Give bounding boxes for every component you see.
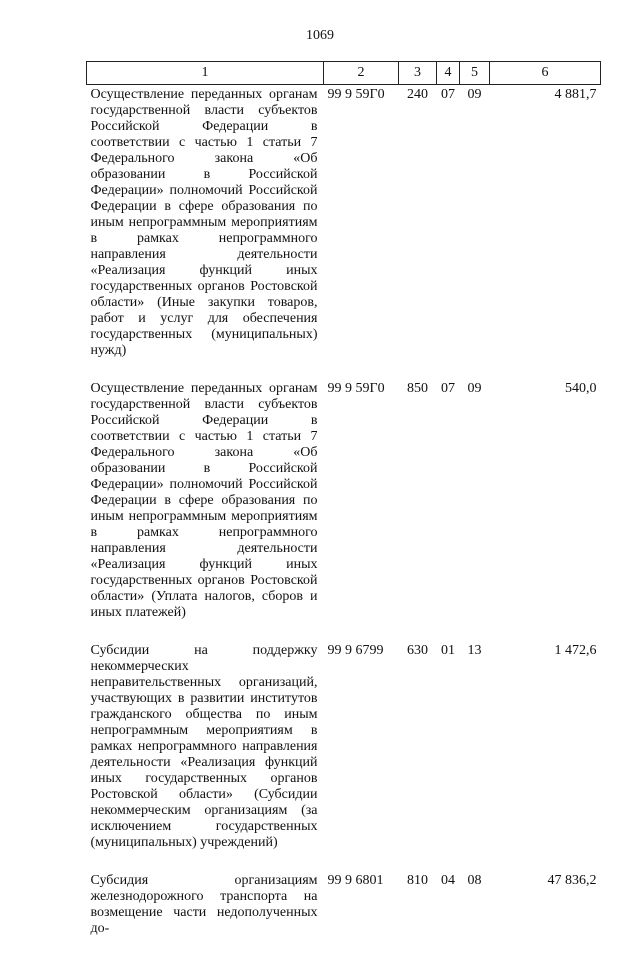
row-description: Осуществление переданных органам государственной власти субъектов Российской Федерации в соответствии с частью 1 статьи 7 Федерального закона «Об образовании в Российской Федерации» полномочий Российской Федерации в сфере образования по иным непрограммным мероприятиям в рамках непрограммного направления деятельности «Реализация функций иных государственных органов Ростовской области» (Иные закупки товаров, работ и услуг для обеспечения государственных (муниципальных) нужд) <box>90 87 318 358</box>
row-subsection: 09 <box>467 381 482 396</box>
table-row <box>87 379 601 641</box>
row-target-code: 99 9 6801 <box>327 873 384 888</box>
row-section: 07 <box>441 87 455 102</box>
table-row <box>87 85 601 380</box>
row-expense-type: 810 <box>407 873 428 888</box>
table-row <box>87 871 601 957</box>
row-target-code: 99 9 59Г0 <box>327 87 385 102</box>
row-target-code: 99 9 6799 <box>327 643 384 658</box>
column-header-3: 3 <box>399 62 437 85</box>
row-section: 01 <box>441 643 455 658</box>
row-amount: 4 881,7 <box>554 87 597 102</box>
row-amount: 47 836,2 <box>547 873 597 888</box>
row-expense-type: 240 <box>407 87 428 102</box>
header-row <box>87 62 601 85</box>
column-header-1: 1 <box>87 62 324 85</box>
column-header-5: 5 <box>460 62 490 85</box>
column-header-6: 6 <box>490 62 601 85</box>
row-subsection: 13 <box>467 643 482 658</box>
row-subsection: 08 <box>467 873 482 888</box>
row-target-code: 99 9 59Г0 <box>327 381 385 396</box>
row-expense-type: 630 <box>407 643 428 658</box>
row-subsection: 09 <box>467 87 482 102</box>
column-header-2: 2 <box>324 62 399 85</box>
row-description: Субсидия организациям железнодорожного транспорта на возмещение части недополученных до- <box>90 873 318 936</box>
budget-table <box>86 61 601 957</box>
row-amount: 1 472,6 <box>554 643 597 658</box>
table-row <box>87 641 601 871</box>
page-number: 1069 <box>306 28 334 43</box>
row-section: 04 <box>441 873 455 888</box>
row-expense-type: 850 <box>407 381 428 396</box>
column-header-4: 4 <box>437 62 460 85</box>
row-section: 07 <box>441 381 455 396</box>
row-description: Осуществление переданных органам государственной власти субъектов Российской Федерации в соответствии с частью 1 статьи 7 Федерального закона «Об образовании в Российской Федерации» полномочий Российской Федерации в сфере образования по иным непрограммным мероприятиям в рамках непрограммного направления деятельности «Реализация функций иных государственных органов Ростовской области» (Уплата налогов, сборов и иных платежей) <box>90 381 318 620</box>
row-amount: 540,0 <box>565 381 597 396</box>
row-description: Субсидии на поддержку некоммерческих неправительственных организаций, участвующих в развитии институтов гражданского общества по иным непрограммным мероприятиям в рамках непрограммного направления деятельности «Реализация функций иных государственных органов Ростовской области» (Субсидии некоммерческим организациям (за исключением государственных (муниципальных) учреждений) <box>90 643 318 850</box>
